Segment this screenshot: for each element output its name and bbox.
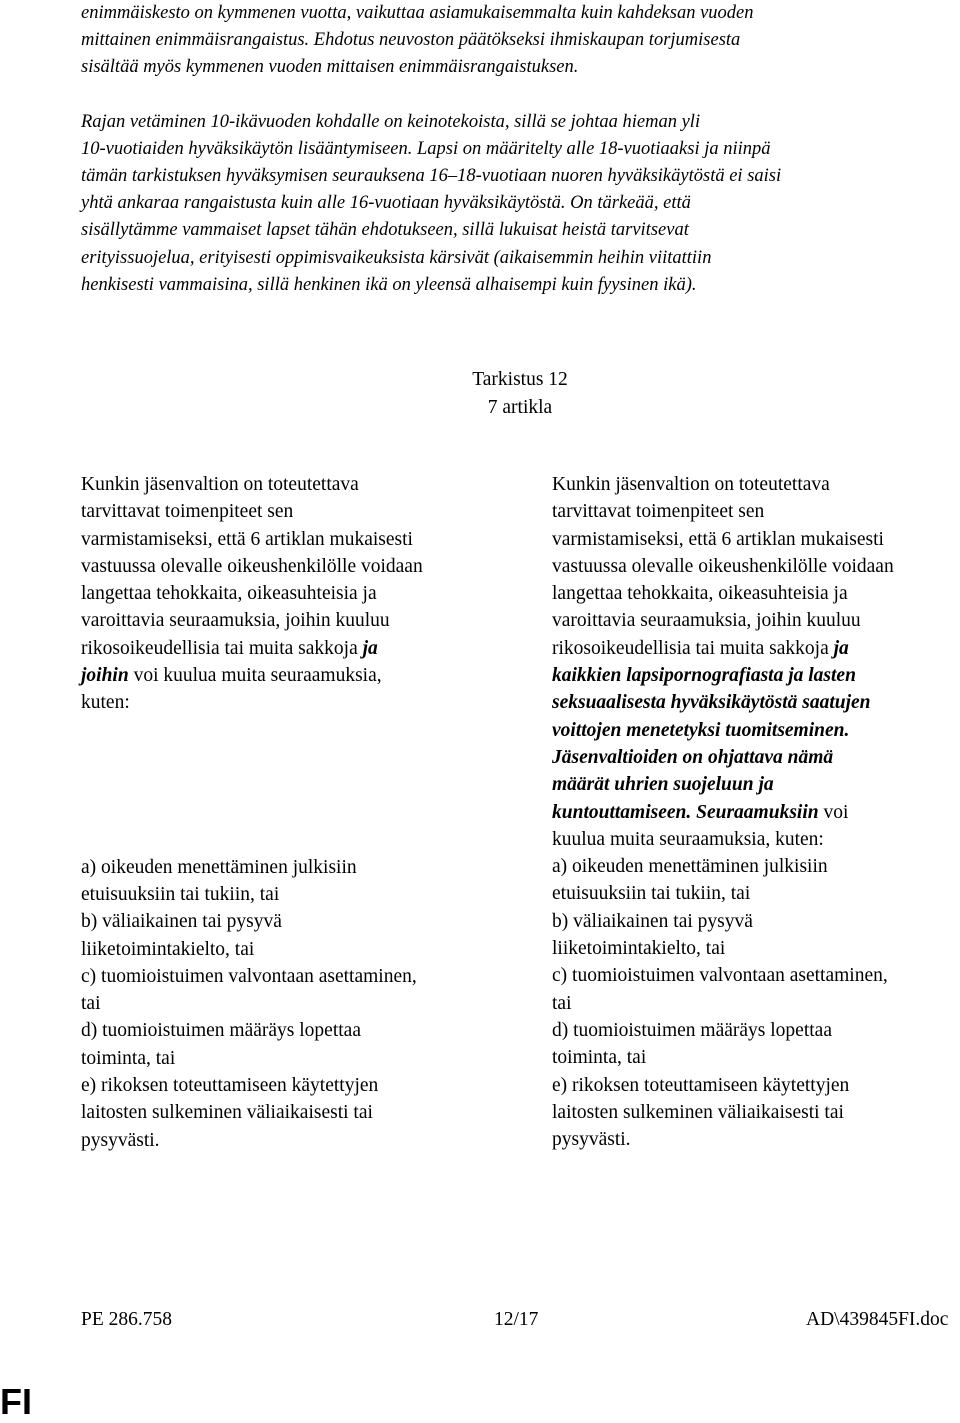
- inserted-text: kuntouttamiseen. Seuraamuksiin: [552, 801, 819, 823]
- list-item: b) väliaikainen tai pysyvä: [552, 910, 753, 932]
- intro-paragraph-2: Rajan vetäminen 10-ikävuoden kohdalle on keinotekoista, sillä se johtaa hieman yli 10-vuotiaiden hyväksikäytön lisääntymiseen. Lapsi on määritelty alle 18-vuotiaaksi ja niinpä tämän tarkistuksen hyväksymisen seurauksena 16–18-vuotiaan nuoren hyväksikäytöstä ei saisi yhtä ankaraa rangaistusta kuin alle 16-vuotiaan hyväksikäytöstä. On tärkeää, että sisällytämme vammaiset lapset tähän ehdotukseen, sillä lukuisat heistä tarvitsevat erityissuojelua, erityisesti oppimisvaikeuksista kärsivät (aikaisemmin heihin viitattiin henkisesti vammaisina, sillä henkinen ikä on yleensä alhaisempi kuin fyysinen ikä).: [81, 111, 782, 295]
- list-item: b) väliaikainen tai pysyvä: [81, 911, 282, 933]
- list-item: d) tuomioistuimen määräys lopettaa: [81, 1020, 361, 1042]
- language-code: FI: [0, 1381, 32, 1422]
- footer-reference: PE 286.758: [81, 1309, 173, 1330]
- list-item: c) tuomioistuimen valvontaan asettaminen,: [81, 965, 417, 987]
- list-item: a) oikeuden menettäminen julkisiin: [552, 856, 828, 878]
- amended-text-column: Kunkin jäsenvaltion on toteutettava tarvittavat toimenpiteet sen varmistamiseksi, että 6 artiklan mukaisesti vastuussa olevalle oikeushenkilölle voidaan langettaa tehokkaita, oikeasuhteisia ja varoittavia seuraamuksia, joihin kuuluu rikosoikeudellisia tai muita sakkoja ja kaikkien lapsipornografiasta ja lasten seksuaalisesta hyväksikäytöstä saatujen voittojen menetetyksi tuomitseminen. Jäsenvaltioiden on ohjattava nämä määrät uhrien suojeluun ja kuntouttamiseen. Seuraamuksiin voi kuulua muita seuraamuksia, kuten: a) oikeuden menettäminen julkisiin etuisuuksiin tai tukiin, tai b) väliaikainen tai pysyvä liiketoimintakielto, tai c) tuomioistuimen valvontaan asettaminen, tai d) tuomioistuimen määräys lopettaa toiminta, tai e) rikoksen toteuttamiseen käytettyjen laitosten sulkeminen väliaikaisesti tai pysyvästi.: [552, 471, 952, 1153]
- article-title: 7 artikla: [487, 397, 553, 418]
- inserted-text: ja: [833, 637, 849, 659]
- inserted-text: voittojen menetetyksi tuomitseminen.: [552, 719, 850, 741]
- inserted-text: kaikkien lapsipornografiasta ja lasten: [552, 665, 856, 687]
- inserted-text: ja: [362, 637, 378, 659]
- inserted-text: määrät uhrien suojeluun ja: [552, 774, 774, 796]
- footer-page-number: 12/17: [494, 1309, 539, 1330]
- inserted-text: joihin: [81, 665, 129, 687]
- original-text-column: Kunkin jäsenvaltion on toteutettava tarvittavat toimenpiteet sen varmistamiseksi, että 6 artiklan mukaisesti vastuussa olevalle oikeushenkilölle voidaan langettaa tehokkaita, oikeasuhteisia ja varoittavia seuraamuksia, joihin kuuluu rikosoikeudellisia tai muita sakkoja ja joihin voi kuulua muita seuraamuksia, kuten: a) oikeuden menettäminen julkisiin etuisuuksiin tai tukiin, tai b) väliaikainen tai pysyvä liiketoimintakielto, tai c) tuomioistuimen valvontaan asettaminen, tai d) tuomioistuimen määräys lopettaa toiminta, tai e) rikoksen toteuttamiseen käytettyjen laitosten sulkeminen väliaikaisesti tai pysyvästi.: [81, 471, 481, 1154]
- inserted-text: seksuaalisesta hyväksikäytöstä saatujen: [552, 692, 871, 714]
- list-item: d) tuomioistuimen määräys lopettaa: [552, 1019, 832, 1041]
- list-item: c) tuomioistuimen valvontaan asettaminen,: [552, 965, 888, 987]
- list-item: e) rikoksen toteuttamiseen käytettyjen: [552, 1074, 850, 1096]
- inserted-text: Jäsenvaltioiden on ohjattava nämä: [552, 746, 834, 768]
- introduction-text: [81, 0, 960, 299]
- list-item: a) oikeuden menettäminen julkisiin: [81, 856, 357, 878]
- list-item: e) rikoksen toteuttamiseen käytettyjen: [81, 1075, 379, 1097]
- footer-document-name: AD\439845FI.doc: [806, 1309, 949, 1330]
- intro-paragraph-1: enimmäiskesto on kymmenen vuotta, vaikuttaa asiamukaisemmalta kuin kahdeksan vuoden mittainen enimmäisrangaistus. Ehdotus neuvoston päätökseksi ihmiskaupan torjumisesta sisältää myös kymmenen vuoden mittaisen enimmäisrangaistuksen.: [81, 3, 754, 78]
- amendment-title: Tarkistus 12: [472, 369, 568, 390]
